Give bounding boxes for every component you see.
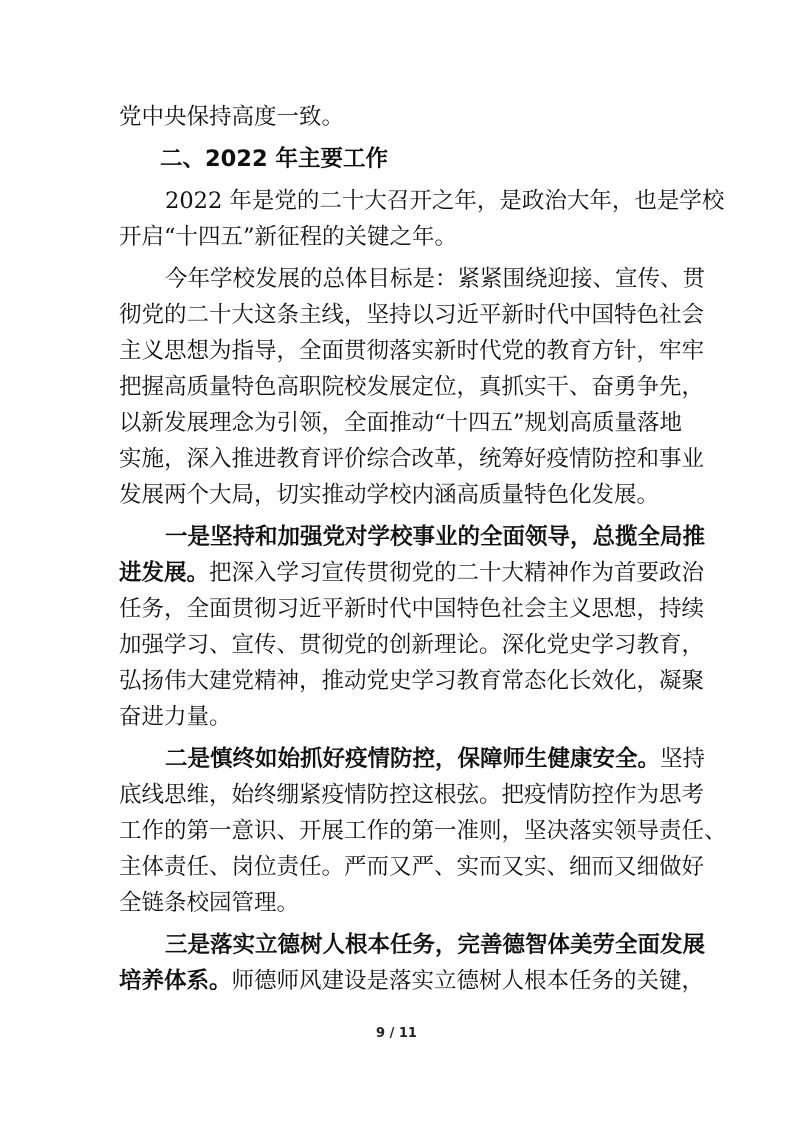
paragraph-line: 党中央保持高度一致。 [119,104,345,130]
paragraph-line: 加强学习、宣传、贯彻党的创新理论。深化党史学习教育， [119,632,705,658]
paragraph-line: 以新发展理念为引领，全面推动“十四五”规划高质量落地 [119,410,683,436]
paragraph-line: 弘扬伟大建党精神，推动党史学习教育常态化长效化，凝聚 [119,668,705,694]
paragraph-line: 2022 年是党的二十大召开之年，是政治大年，也是学校 [165,188,725,214]
paragraph-line: 任务，全面贯彻习近平新时代中国特色社会主义思想，持续 [119,596,705,622]
paragraph-line-mixed [119,963,705,999]
paragraph-line-mixed [165,741,706,777]
paragraph-line: 工作的第一意识、开展工作的第一准则，坚决落实领导责任、 [119,818,727,844]
bold-point-heading: 二是慎终如始抓好疫情防控，保障师生健康安全。 [165,746,661,772]
paragraph-line: 开启“十四五”新征程的关键之年。 [119,224,458,250]
paragraph-line: 主体责任、岗位责任。严而又严、实而又实、细而又细做好 [119,854,705,880]
paragraph-line: 奋进力量。 [119,704,232,730]
paragraph-line: 全链条校园管理。 [119,890,300,916]
paragraph-line: 把握高质量特色高职院校发展定位，真抓实干、奋勇争先， [119,374,705,400]
bold-point-heading: 培养体系。 [119,968,232,994]
paragraph-line-mixed [119,555,705,591]
paragraph-text: 师德师风建设是落实立德树人根本任务的关键， [231,968,705,994]
paragraph-text: 把深入学习宣传贯彻党的二十大精神作为首要政治 [209,560,705,586]
paragraph-line: 彻党的二十大这条主线，坚持以习近平新时代中国特色社会 [119,302,705,328]
paragraph-line: 实施，深入推进教育评价综合改革，统筹好疫情防控和事业 [119,446,705,472]
section-heading: 二、2022 年主要工作 [160,146,388,172]
paragraph-line: 发展两个大局，切实推动学校内涵高质量特色化发展。 [119,482,660,508]
paragraph-line: 今年学校发展的总体目标是：紧紧围绕迎接、宣传、贯 [165,266,706,292]
bold-point-heading: 三是落实立德树人根本任务，完善德智体美劳全面发展 [165,932,706,958]
page-number: 9 / 11 [376,1026,417,1041]
bold-point-heading: 进发展。 [119,560,210,586]
paragraph-text: 坚持 [660,746,706,772]
bold-point-heading: 一是坚持和加强党对学校事业的全面领导，总揽全局推 [165,524,706,550]
paragraph-line: 主义思想为指导，全面贯彻落实新时代党的教育方针，牢牢 [119,338,705,364]
paragraph-line: 底线思维，始终绷紧疫情防控这根弦。把疫情防控作为思考 [119,782,705,808]
